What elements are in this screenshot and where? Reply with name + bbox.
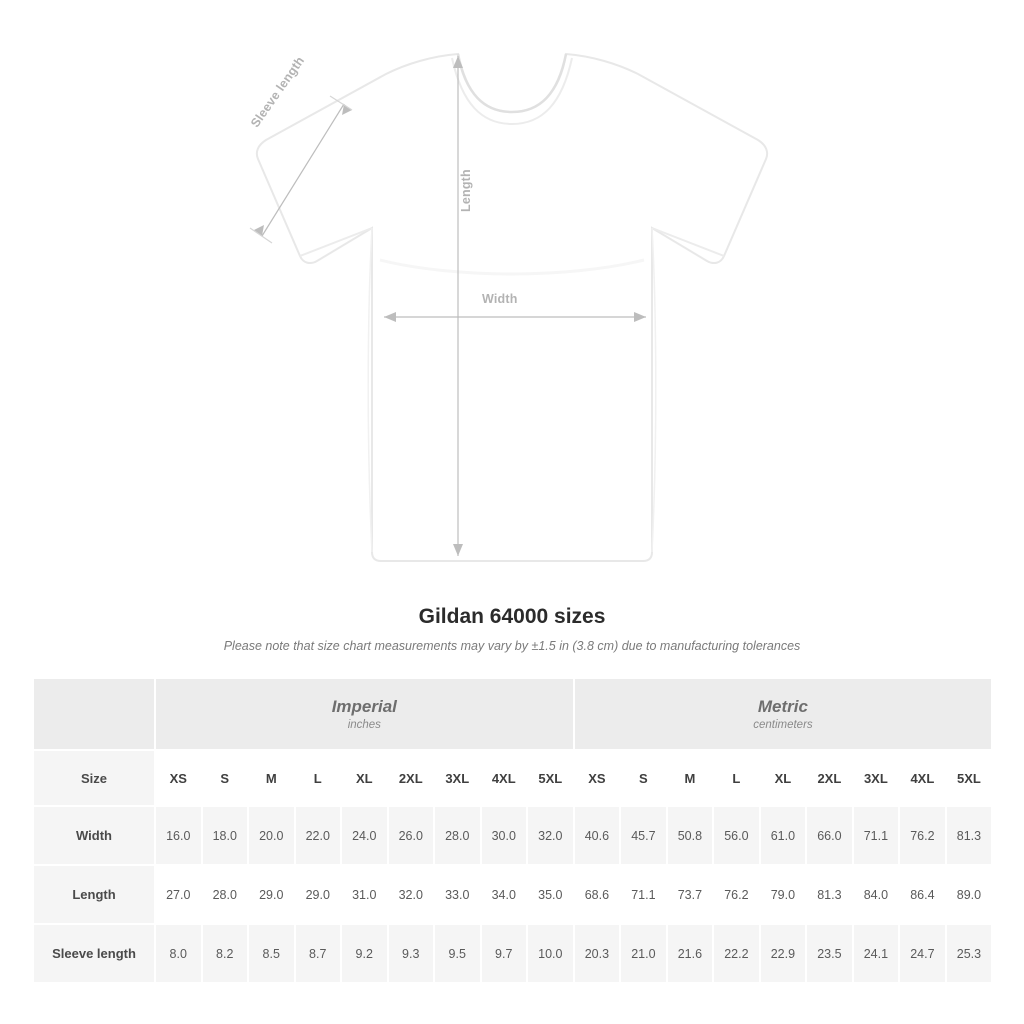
cell-sleeve-metric-2xl: 23.5 (806, 924, 853, 983)
cell-length-imperial-xs: 27.0 (155, 865, 202, 924)
size-header-imperial-3xl: 3XL (434, 750, 481, 806)
row-label-width: Width (33, 806, 155, 865)
cell-sleeve-metric-4xl: 24.7 (899, 924, 946, 983)
table-row (33, 865, 992, 924)
unit-name-imperial: Imperial (331, 697, 397, 717)
cell-sleeve-metric-5xl: 25.3 (946, 924, 993, 983)
cell-sleeve-metric-xl: 22.9 (760, 924, 807, 983)
row-label-length: Length (33, 865, 155, 924)
cell-sleeve-imperial-3xl: 9.5 (434, 924, 481, 983)
size-header-imperial-m: M (248, 750, 295, 806)
cell-sleeve-imperial-5xl: 10.0 (527, 924, 574, 983)
size-chart-table-wrap (32, 677, 992, 984)
width-label: Width (482, 292, 518, 306)
size-header-imperial-2xl: 2XL (388, 750, 435, 806)
table-row (33, 806, 992, 865)
cell-sleeve-imperial-xl: 9.2 (341, 924, 388, 983)
cell-length-imperial-5xl: 35.0 (527, 865, 574, 924)
cell-width-metric-l: 56.0 (713, 806, 760, 865)
size-header-metric-xl: XL (760, 750, 807, 806)
unit-header-metric (574, 678, 993, 750)
cell-sleeve-imperial-2xl: 9.3 (388, 924, 435, 983)
size-header-imperial-s: S (202, 750, 249, 806)
cell-length-imperial-m: 29.0 (248, 865, 295, 924)
length-label: Length (459, 169, 473, 212)
cell-sleeve-imperial-m: 8.5 (248, 924, 295, 983)
cell-sleeve-imperial-s: 8.2 (202, 924, 249, 983)
cell-width-metric-2xl: 66.0 (806, 806, 853, 865)
cell-width-metric-xs: 40.6 (574, 806, 621, 865)
cell-length-metric-xs: 68.6 (574, 865, 621, 924)
cell-sleeve-metric-l: 22.2 (713, 924, 760, 983)
size-header-imperial-4xl: 4XL (481, 750, 528, 806)
cell-width-imperial-xs: 16.0 (155, 806, 202, 865)
cell-width-imperial-m: 20.0 (248, 806, 295, 865)
cell-length-imperial-3xl: 33.0 (434, 865, 481, 924)
cell-sleeve-metric-m: 21.6 (667, 924, 714, 983)
cell-length-metric-xl: 79.0 (760, 865, 807, 924)
cell-width-metric-5xl: 81.3 (946, 806, 993, 865)
cell-sleeve-imperial-4xl: 9.7 (481, 924, 528, 983)
size-header-imperial-xl: XL (341, 750, 388, 806)
cell-width-imperial-3xl: 28.0 (434, 806, 481, 865)
unit-sub-metric: centimeters (753, 718, 813, 731)
cell-width-imperial-4xl: 30.0 (481, 806, 528, 865)
unit-header-imperial (155, 678, 574, 750)
cell-length-metric-3xl: 84.0 (853, 865, 900, 924)
cell-width-metric-3xl: 71.1 (853, 806, 900, 865)
row-label-sleeve-length: Sleeve length (33, 924, 155, 983)
unit-header-row (33, 678, 992, 750)
unit-name-metric: Metric (757, 697, 808, 717)
table-corner (33, 678, 155, 750)
size-header-metric-2xl: 2XL (806, 750, 853, 806)
cell-width-metric-m: 50.8 (667, 806, 714, 865)
cell-width-imperial-5xl: 32.0 (527, 806, 574, 865)
cell-width-imperial-l: 22.0 (295, 806, 342, 865)
cell-width-imperial-xl: 24.0 (341, 806, 388, 865)
cell-length-imperial-xl: 31.0 (341, 865, 388, 924)
size-header-row (33, 750, 992, 806)
cell-sleeve-imperial-l: 8.7 (295, 924, 342, 983)
cell-width-imperial-s: 18.0 (202, 806, 249, 865)
size-header-metric-3xl: 3XL (853, 750, 900, 806)
size-header-metric-l: L (713, 750, 760, 806)
size-header-imperial-5xl: 5XL (527, 750, 574, 806)
size-header-imperial-xs: XS (155, 750, 202, 806)
page-title: Gildan 64000 sizes (418, 605, 606, 628)
tolerance-note: Please note that size chart measurements may vary by ±1.5 in (3.8 cm) due to manufacturing tolerances (223, 639, 801, 653)
cell-sleeve-metric-xs: 20.3 (574, 924, 621, 983)
size-header-metric-s: S (620, 750, 667, 806)
size-header-label: Size (33, 750, 155, 806)
cell-width-imperial-2xl: 26.0 (388, 806, 435, 865)
size-header-metric-m: M (667, 750, 714, 806)
cell-length-metric-4xl: 86.4 (899, 865, 946, 924)
cell-length-imperial-s: 28.0 (202, 865, 249, 924)
cell-length-metric-l: 76.2 (713, 865, 760, 924)
cell-width-metric-xl: 61.0 (760, 806, 807, 865)
cell-width-metric-4xl: 76.2 (899, 806, 946, 865)
cell-length-imperial-4xl: 34.0 (481, 865, 528, 924)
cell-length-metric-m: 73.7 (667, 865, 714, 924)
size-chart-table (32, 677, 993, 984)
cell-sleeve-metric-s: 21.0 (620, 924, 667, 983)
cell-length-metric-2xl: 81.3 (806, 865, 853, 924)
cell-width-metric-s: 45.7 (620, 806, 667, 865)
size-header-metric-4xl: 4XL (899, 750, 946, 806)
title-block (0, 605, 1024, 653)
cell-length-imperial-l: 29.0 (295, 865, 342, 924)
cell-length-imperial-2xl: 32.0 (388, 865, 435, 924)
size-header-metric-5xl: 5XL (946, 750, 993, 806)
table-row (33, 924, 992, 983)
size-header-metric-xs: XS (574, 750, 621, 806)
cell-sleeve-metric-3xl: 24.1 (853, 924, 900, 983)
sleeve-length-label: Sleeve length (248, 53, 308, 131)
cell-sleeve-imperial-xs: 8.0 (155, 924, 202, 983)
cell-length-metric-s: 71.1 (620, 865, 667, 924)
size-header-imperial-l: L (295, 750, 342, 806)
unit-sub-imperial: inches (347, 718, 381, 731)
cell-length-metric-5xl: 89.0 (946, 865, 993, 924)
